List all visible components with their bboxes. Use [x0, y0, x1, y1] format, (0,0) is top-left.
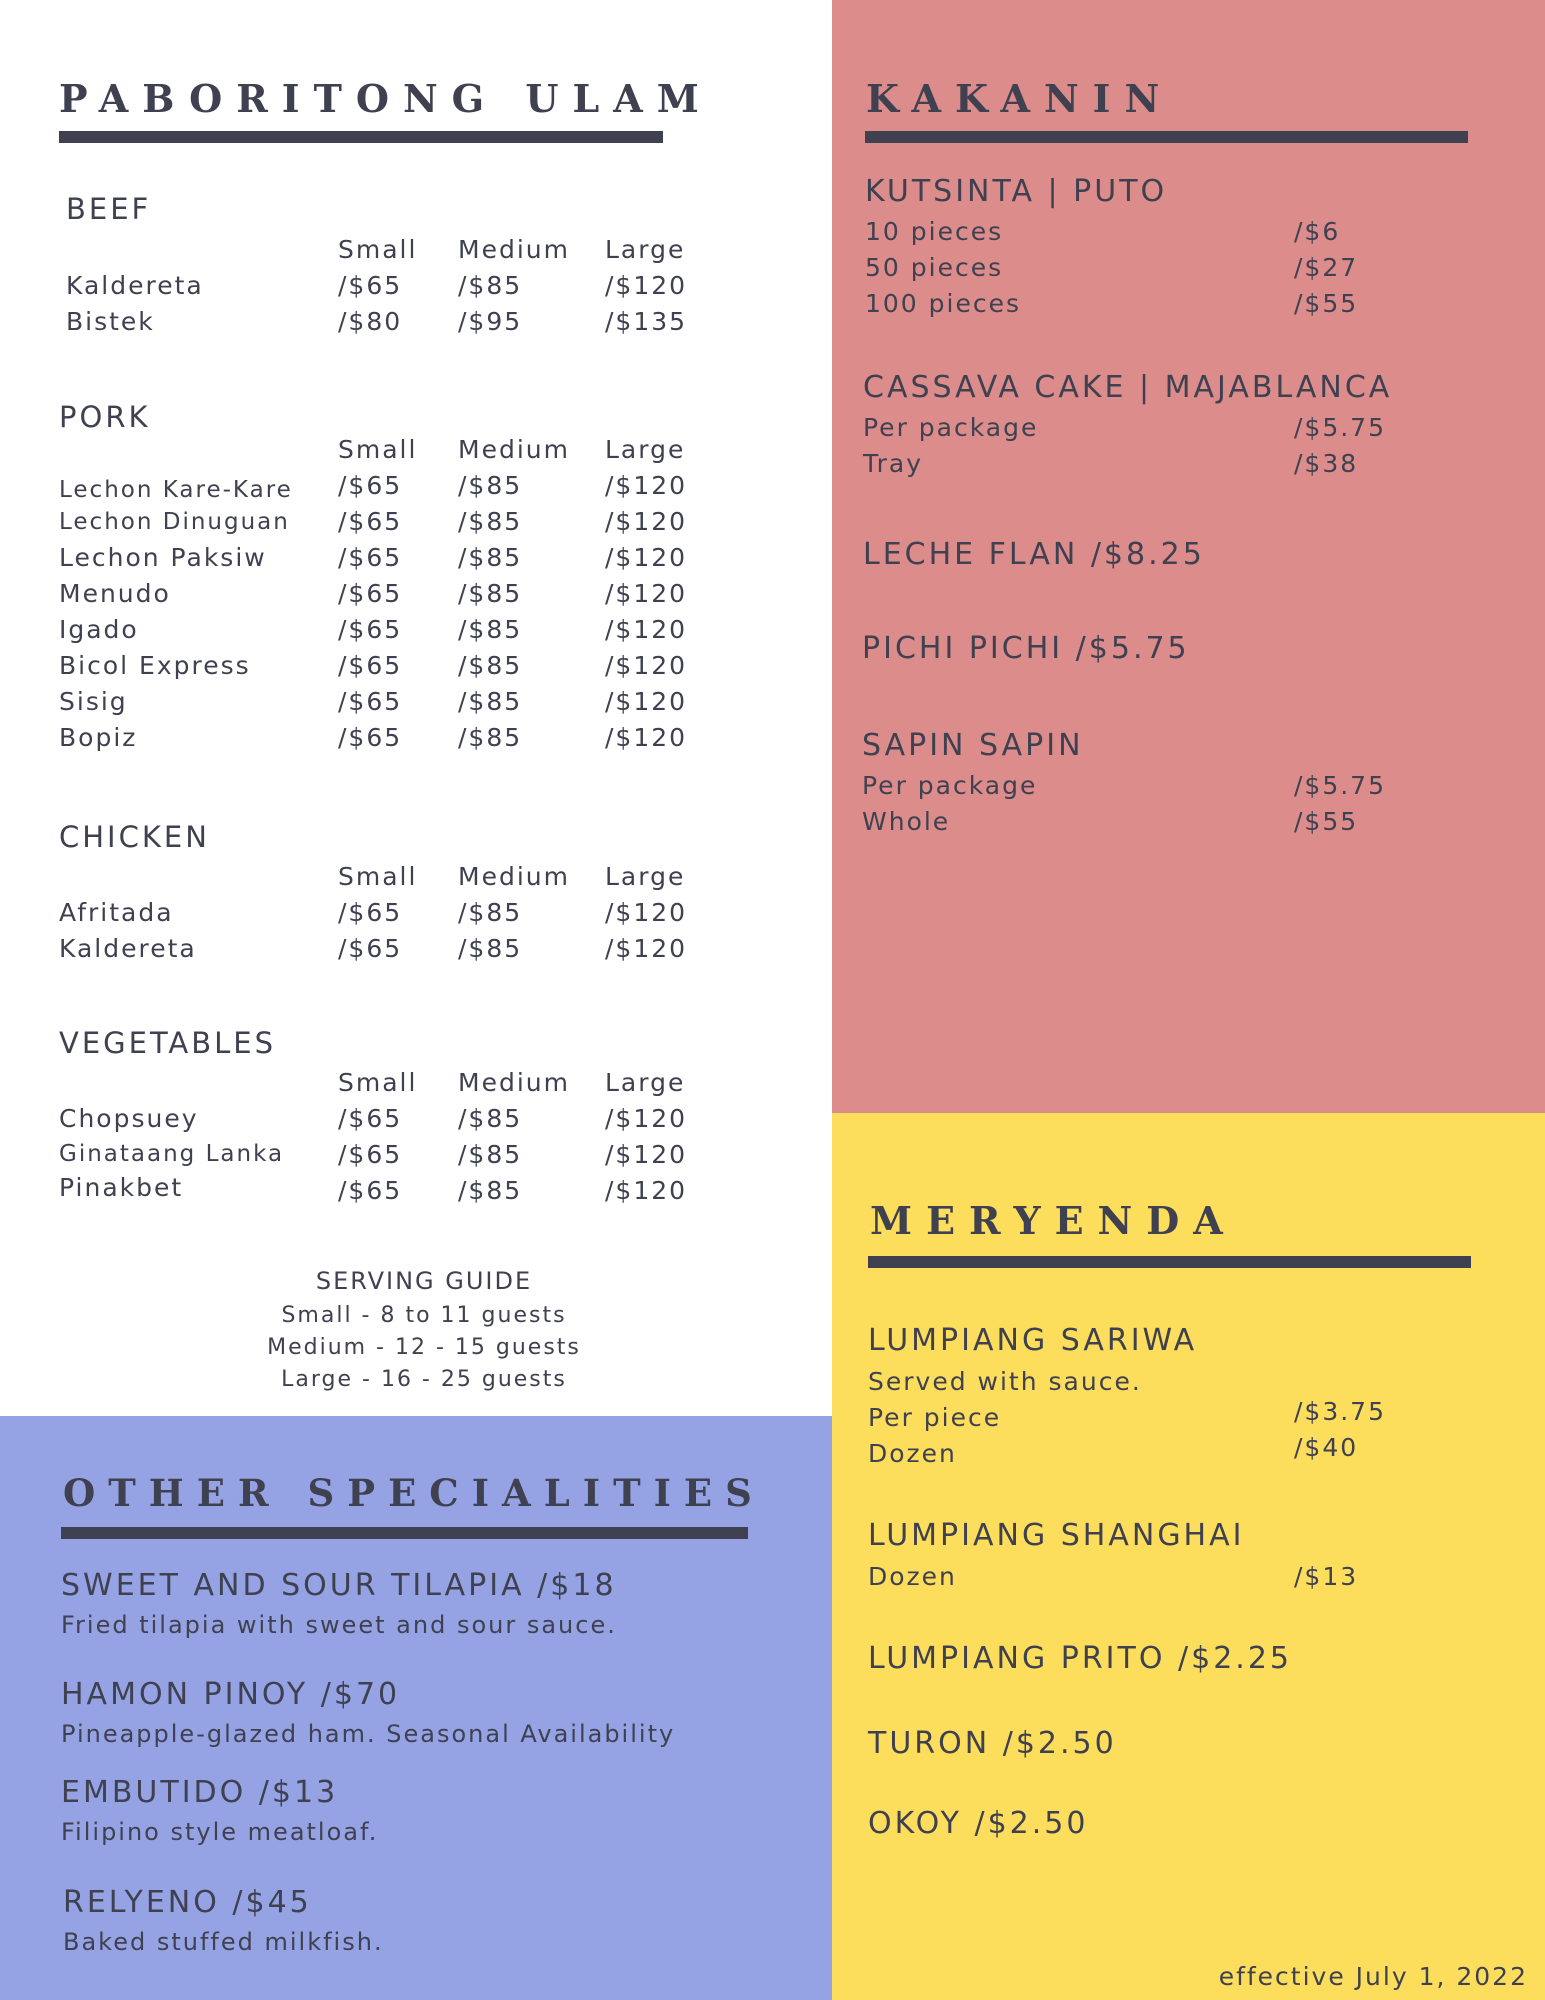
meryenda-panel	[832, 1113, 1545, 2000]
size-header-small: Small	[338, 862, 418, 891]
specialty-description: Baked stuffed milkfish.	[63, 1928, 384, 1956]
pork-item-name: Bopiz	[59, 723, 138, 752]
specialty-description: Filipino style meatloaf.	[61, 1818, 379, 1846]
kakanin-title: KAKANIN	[866, 76, 1174, 121]
price-medium: /$85	[458, 1140, 523, 1169]
meryenda-item-name: OKOY /$2.50	[868, 1806, 1089, 1841]
pork-item-name: Bicol Express	[59, 651, 251, 680]
kakanin-option-price: /$5.75	[1294, 413, 1386, 442]
price-large: /$120	[605, 898, 688, 927]
price-small: /$65	[338, 934, 403, 963]
price-medium: /$85	[458, 723, 523, 752]
specialty-description: Fried tilapia with sweet and sour sauce.	[61, 1611, 617, 1639]
size-header-small: Small	[338, 235, 418, 264]
price-medium: /$85	[458, 271, 523, 300]
vegetables-item-name: Chopsuey	[59, 1104, 199, 1133]
pork-item-name: Sisig	[59, 687, 128, 716]
size-header-large: Large	[605, 435, 686, 464]
price-small: /$65	[338, 651, 403, 680]
pork-item-name: Lechon Kare-Kare	[59, 477, 293, 503]
kakanin-option-price: /$55	[1294, 807, 1359, 836]
kakanin-option-label: Per package	[863, 413, 1039, 442]
size-header-medium: Medium	[458, 1068, 570, 1097]
price-medium: /$85	[458, 687, 523, 716]
meryenda-option-label: Per piece	[868, 1403, 1002, 1432]
price-small: /$65	[338, 1104, 403, 1133]
price-large: /$120	[605, 687, 688, 716]
price-large: /$120	[605, 471, 688, 500]
kakanin-item-name: CASSAVA CAKE | MAJABLANCA	[863, 370, 1393, 405]
kakanin-option-label: Tray	[863, 449, 923, 478]
meryenda-option-price: /$40	[1294, 1433, 1359, 1462]
price-small: /$80	[338, 307, 403, 336]
price-small: /$65	[338, 271, 403, 300]
kakanin-item-name: LECHE FLAN /$8.25	[863, 537, 1205, 572]
meryenda-item-name: LUMPIANG SARIWA	[868, 1323, 1198, 1358]
specialty-description: Pineapple-glazed ham. Seasonal Availability	[61, 1720, 676, 1748]
pork-category: PORK	[59, 400, 151, 434]
meryenda-item-name: LUMPIANG SHANGHAI	[868, 1518, 1245, 1553]
kakanin-item-name: PICHI PICHI /$5.75	[862, 631, 1190, 666]
price-large: /$120	[605, 579, 688, 608]
kakanin-option-label: Whole	[862, 807, 951, 836]
kakanin-option-label: 10 pieces	[865, 217, 1004, 246]
meryenda-option-price: /$13	[1294, 1562, 1359, 1591]
other-specialities-underline	[61, 1527, 748, 1539]
price-medium: /$85	[458, 507, 523, 536]
price-large: /$120	[605, 1104, 688, 1133]
size-header-medium: Medium	[458, 435, 570, 464]
serving-guide-line: Medium - 12 - 15 guests	[267, 1335, 581, 1360]
pork-item-name: Lechon Dinuguan	[59, 509, 290, 535]
price-large: /$120	[605, 1140, 688, 1169]
size-header-large: Large	[605, 1068, 686, 1097]
vegetables-item-name: Ginataang Lanka	[59, 1141, 285, 1167]
price-small: /$65	[338, 471, 403, 500]
price-small: /$65	[338, 615, 403, 644]
chicken-item-name: Kaldereta	[59, 934, 197, 963]
specialty-name: RELYENO /$45	[63, 1885, 312, 1920]
size-header-large: Large	[605, 235, 686, 264]
price-small: /$65	[338, 1176, 403, 1205]
meryenda-title: MERYENDA	[870, 1198, 1237, 1243]
specialty-name: SWEET AND SOUR TILAPIA /$18	[61, 1568, 617, 1603]
price-medium: /$85	[458, 615, 523, 644]
kakanin-option-price: /$27	[1294, 253, 1359, 282]
meryenda-title-underline	[868, 1256, 1471, 1268]
kakanin-option-price: /$6	[1294, 217, 1341, 246]
size-header-medium: Medium	[458, 235, 570, 264]
meryenda-option-label: Dozen	[868, 1562, 957, 1591]
effective-date: effective July 1, 2022	[1218, 1962, 1528, 1991]
price-small: /$65	[338, 1140, 403, 1169]
chicken-item-name: Afritada	[59, 898, 174, 927]
specialty-name: HAMON PINOY /$70	[61, 1677, 401, 1712]
serving-guide-line: Small - 8 to 11 guests	[281, 1303, 567, 1328]
price-large: /$135	[605, 307, 688, 336]
price-medium: /$85	[458, 543, 523, 572]
price-large: /$120	[605, 507, 688, 536]
size-header-small: Small	[338, 1068, 418, 1097]
meryenda-item-name: TURON /$2.50	[868, 1726, 1117, 1761]
kakanin-option-label: 50 pieces	[865, 253, 1004, 282]
price-medium: /$85	[458, 934, 523, 963]
price-large: /$120	[605, 271, 688, 300]
kakanin-option-label: Per package	[862, 771, 1038, 800]
price-small: /$65	[338, 687, 403, 716]
size-header-medium: Medium	[458, 862, 570, 891]
kakanin-option-price: /$38	[1294, 449, 1359, 478]
serving-guide-title: SERVING GUIDE	[315, 1267, 533, 1295]
pork-item-name: Lechon Paksiw	[59, 543, 267, 572]
price-large: /$120	[605, 543, 688, 572]
pork-item-name: Igado	[59, 615, 139, 644]
meryenda-option-label: Dozen	[868, 1439, 957, 1468]
price-medium: /$95	[458, 307, 523, 336]
vegetables-item-name: Pinakbet	[59, 1173, 184, 1202]
price-large: /$120	[605, 651, 688, 680]
meryenda-option-price: /$3.75	[1294, 1397, 1386, 1426]
meryenda-item-note: Served with sauce.	[868, 1367, 1142, 1396]
price-small: /$65	[338, 507, 403, 536]
price-medium: /$85	[458, 651, 523, 680]
kakanin-title-underline	[865, 131, 1468, 143]
kakanin-option-price: /$5.75	[1294, 771, 1386, 800]
beef-item-name: Kaldereta	[66, 271, 204, 300]
serving-guide-line: Large - 16 - 25 guests	[281, 1367, 567, 1392]
price-medium: /$85	[458, 1104, 523, 1133]
price-small: /$65	[338, 579, 403, 608]
meryenda-item-name: LUMPIANG PRITO /$2.25	[868, 1641, 1292, 1676]
price-small: /$65	[338, 723, 403, 752]
price-large: /$120	[605, 934, 688, 963]
specialty-name: EMBUTIDO /$13	[61, 1775, 339, 1810]
price-large: /$120	[605, 1176, 688, 1205]
price-medium: /$85	[458, 1176, 523, 1205]
price-large: /$120	[605, 615, 688, 644]
vegetables-category: VEGETABLES	[59, 1026, 277, 1060]
price-large: /$120	[605, 723, 688, 752]
pork-item-name: Menudo	[59, 579, 171, 608]
beef-item-name: Bistek	[66, 307, 155, 336]
kakanin-item-name: SAPIN SAPIN	[862, 728, 1084, 763]
price-medium: /$85	[458, 579, 523, 608]
ulam-title-underline	[59, 131, 663, 143]
size-header-small: Small	[338, 435, 418, 464]
kakanin-item-name: KUTSINTA | PUTO	[865, 174, 1168, 209]
kakanin-option-price: /$55	[1294, 289, 1359, 318]
chicken-category: CHICKEN	[59, 820, 210, 854]
size-header-large: Large	[605, 862, 686, 891]
other-specialities-title: OTHER SPECIALITIES	[63, 1471, 765, 1515]
ulam-title: PABORITONG ULAM	[59, 76, 713, 121]
price-medium: /$85	[458, 471, 523, 500]
price-small: /$65	[338, 543, 403, 572]
price-small: /$65	[338, 898, 403, 927]
price-medium: /$85	[458, 898, 523, 927]
kakanin-option-label: 100 pieces	[865, 289, 1022, 318]
beef-category: BEEF	[66, 192, 152, 226]
